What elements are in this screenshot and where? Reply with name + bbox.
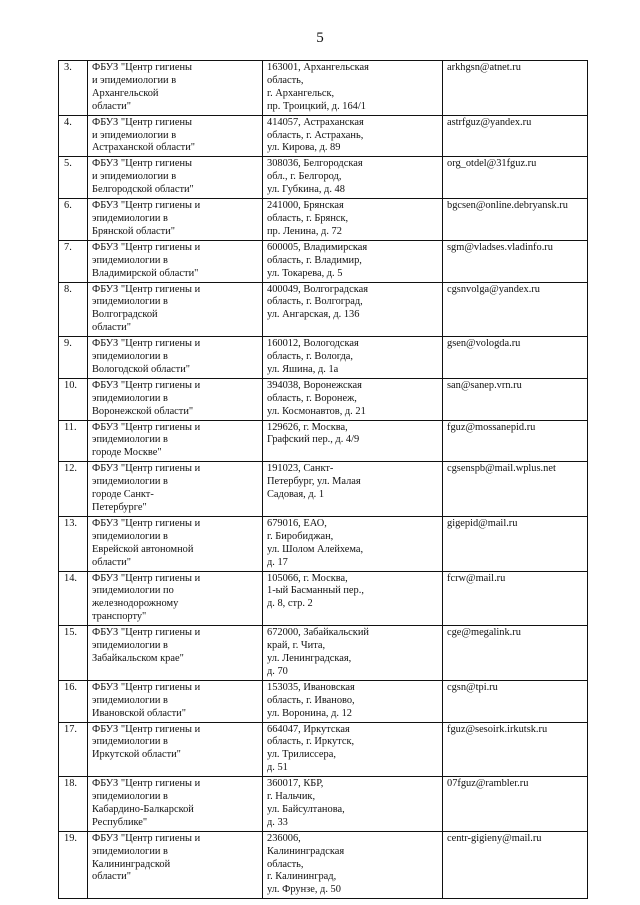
institution-address: 241000, Брянская область, г. Брянск, пр. Ленина, д. 72	[263, 199, 443, 241]
row-number: 5.	[59, 157, 88, 199]
institution-name: ФБУЗ "Центр гигиены и эпидемиологии в Владимирской области"	[88, 240, 263, 282]
row-number: 14.	[59, 571, 88, 626]
institution-email: centr-gigieny@mail.ru	[443, 831, 588, 899]
row-number: 17.	[59, 722, 88, 777]
row-number: 10.	[59, 378, 88, 420]
institution-email: gsen@vologda.ru	[443, 337, 588, 379]
institution-name: ФБУЗ "Центр гигиены и эпидемиологии в Калининградской области"	[88, 831, 263, 899]
table-row	[59, 157, 588, 199]
table-row	[59, 626, 588, 681]
table-row	[59, 831, 588, 899]
table-row	[59, 680, 588, 722]
row-number: 16.	[59, 680, 88, 722]
table-row	[59, 777, 588, 832]
institution-address: 236006, Калининградская область, г. Калининград, ул. Фрунзе, д. 50	[263, 831, 443, 899]
institution-email: arkhgsn@atnet.ru	[443, 61, 588, 116]
table-row	[59, 722, 588, 777]
table-row	[59, 240, 588, 282]
institution-name: ФБУЗ "Центр гигиены и эпидемиологии в Волгоградской области"	[88, 282, 263, 337]
institution-address: 163001, Архангельская область, г. Архангельск, пр. Троицкий, д. 164/1	[263, 61, 443, 116]
institution-name: ФБУЗ "Центр гигиены и эпидемиологии в Забайкальском крае"	[88, 626, 263, 681]
institution-address: 672000, Забайкальский край, г. Чита, ул. Ленинградская, д. 70	[263, 626, 443, 681]
institution-address: 600005, Владимирская область, г. Владимир, ул. Токарева, д. 5	[263, 240, 443, 282]
institution-name: ФБУЗ "Центр гигиены и эпидемиологии по железнодорожному транспорту"	[88, 571, 263, 626]
institution-address: 394038, Воронежская область, г. Воронеж, ул. Космонавтов, д. 21	[263, 378, 443, 420]
row-number: 18.	[59, 777, 88, 832]
institution-address: 679016, ЕАО, г. Биробиджан, ул. Шолом Алейхема, д. 17	[263, 516, 443, 571]
table-row	[59, 462, 588, 517]
institution-name: ФБУЗ "Центр гигиены и эпидемиологии в городе Санкт- Петербурге"	[88, 462, 263, 517]
institution-email: san@sanep.vrn.ru	[443, 378, 588, 420]
row-number: 11.	[59, 420, 88, 462]
institution-email: fguz@mossanepid.ru	[443, 420, 588, 462]
institution-email: cgsenspb@mail.wplus.net	[443, 462, 588, 517]
institution-email: org_otdel@31fguz.ru	[443, 157, 588, 199]
institution-address: 105066, г. Москва, 1-ый Басманный пер., д. 8, стр. 2	[263, 571, 443, 626]
page-number: 5	[316, 30, 324, 46]
table-row	[59, 115, 588, 157]
row-number: 13.	[59, 516, 88, 571]
institution-email: gigepid@mail.ru	[443, 516, 588, 571]
table-row	[59, 61, 588, 116]
row-number: 8.	[59, 282, 88, 337]
institution-address: 160012, Вологодская область, г. Вологда, ул. Яшина, д. 1а	[263, 337, 443, 379]
institution-name: ФБУЗ "Центр гигиены и эпидемиологии в Брянской области"	[88, 199, 263, 241]
table-row	[59, 378, 588, 420]
institution-name: ФБУЗ "Центр гигиены и эпидемиологии в Воронежской области"	[88, 378, 263, 420]
institution-name: ФБУЗ "Центр гигиены и эпидемиологии в Белгородской области"	[88, 157, 263, 199]
institution-email: cgsnvolga@yandex.ru	[443, 282, 588, 337]
row-number: 7.	[59, 240, 88, 282]
institution-name: ФБУЗ "Центр гигиены и эпидемиологии в Иркутской области"	[88, 722, 263, 777]
table-row	[59, 571, 588, 626]
institution-email: fcrw@mail.ru	[443, 571, 588, 626]
institution-email: bgcsen@online.debryansk.ru	[443, 199, 588, 241]
institution-name: ФБУЗ "Центр гигиены и эпидемиологии в Астраханской области"	[88, 115, 263, 157]
institution-address: 664047, Иркутская область, г. Иркутск, ул. Трилиссера, д. 51	[263, 722, 443, 777]
institution-address: 414057, Астраханская область, г. Астрахань, ул. Кирова, д. 89	[263, 115, 443, 157]
institution-address: 308036, Белгородская обл., г. Белгород, ул. Губкина, д. 48	[263, 157, 443, 199]
table-row	[59, 199, 588, 241]
institution-email: cge@megalink.ru	[443, 626, 588, 681]
row-number: 6.	[59, 199, 88, 241]
institution-address: 129626, г. Москва, Графский пер., д. 4/9	[263, 420, 443, 462]
row-number: 15.	[59, 626, 88, 681]
institution-email: 07fguz@rambler.ru	[443, 777, 588, 832]
institution-name: ФБУЗ "Центр гигиены и эпидемиологии в Вологодской области"	[88, 337, 263, 379]
table-row	[59, 282, 588, 337]
institutions-table	[58, 60, 588, 899]
table-row	[59, 420, 588, 462]
row-number: 4.	[59, 115, 88, 157]
institution-email: sgm@vladses.vladinfo.ru	[443, 240, 588, 282]
institution-name: ФБУЗ "Центр гигиены и эпидемиологии в Еврейской автономной области"	[88, 516, 263, 571]
institution-address: 400049, Волгоградская область, г. Волгоград, ул. Ангарская, д. 136	[263, 282, 443, 337]
institution-name: ФБУЗ "Центр гигиены и эпидемиологии в Ивановской области"	[88, 680, 263, 722]
institution-email: astrfguz@yandex.ru	[443, 115, 588, 157]
row-number: 19.	[59, 831, 88, 899]
institution-email: cgsn@tpi.ru	[443, 680, 588, 722]
institution-address: 191023, Санкт- Петербург, ул. Малая Садовая, д. 1	[263, 462, 443, 517]
institution-name: ФБУЗ "Центр гигиены и эпидемиологии в Кабардино-Балкарской Республике"	[88, 777, 263, 832]
row-number: 12.	[59, 462, 88, 517]
institution-address: 360017, КБР, г. Нальчик, ул. Байсултанова, д. 33	[263, 777, 443, 832]
institution-email: fguz@sesoirk.irkutsk.ru	[443, 722, 588, 777]
table-row	[59, 516, 588, 571]
table-row	[59, 337, 588, 379]
row-number: 9.	[59, 337, 88, 379]
row-number: 3.	[59, 61, 88, 116]
institution-name: ФБУЗ "Центр гигиены и эпидемиологии в городе Москве"	[88, 420, 263, 462]
institution-name: ФБУЗ "Центр гигиены и эпидемиологии в Архангельской области"	[88, 61, 263, 116]
table-body	[59, 61, 588, 899]
institution-address: 153035, Ивановская область, г. Иваново, ул. Воронина, д. 12	[263, 680, 443, 722]
